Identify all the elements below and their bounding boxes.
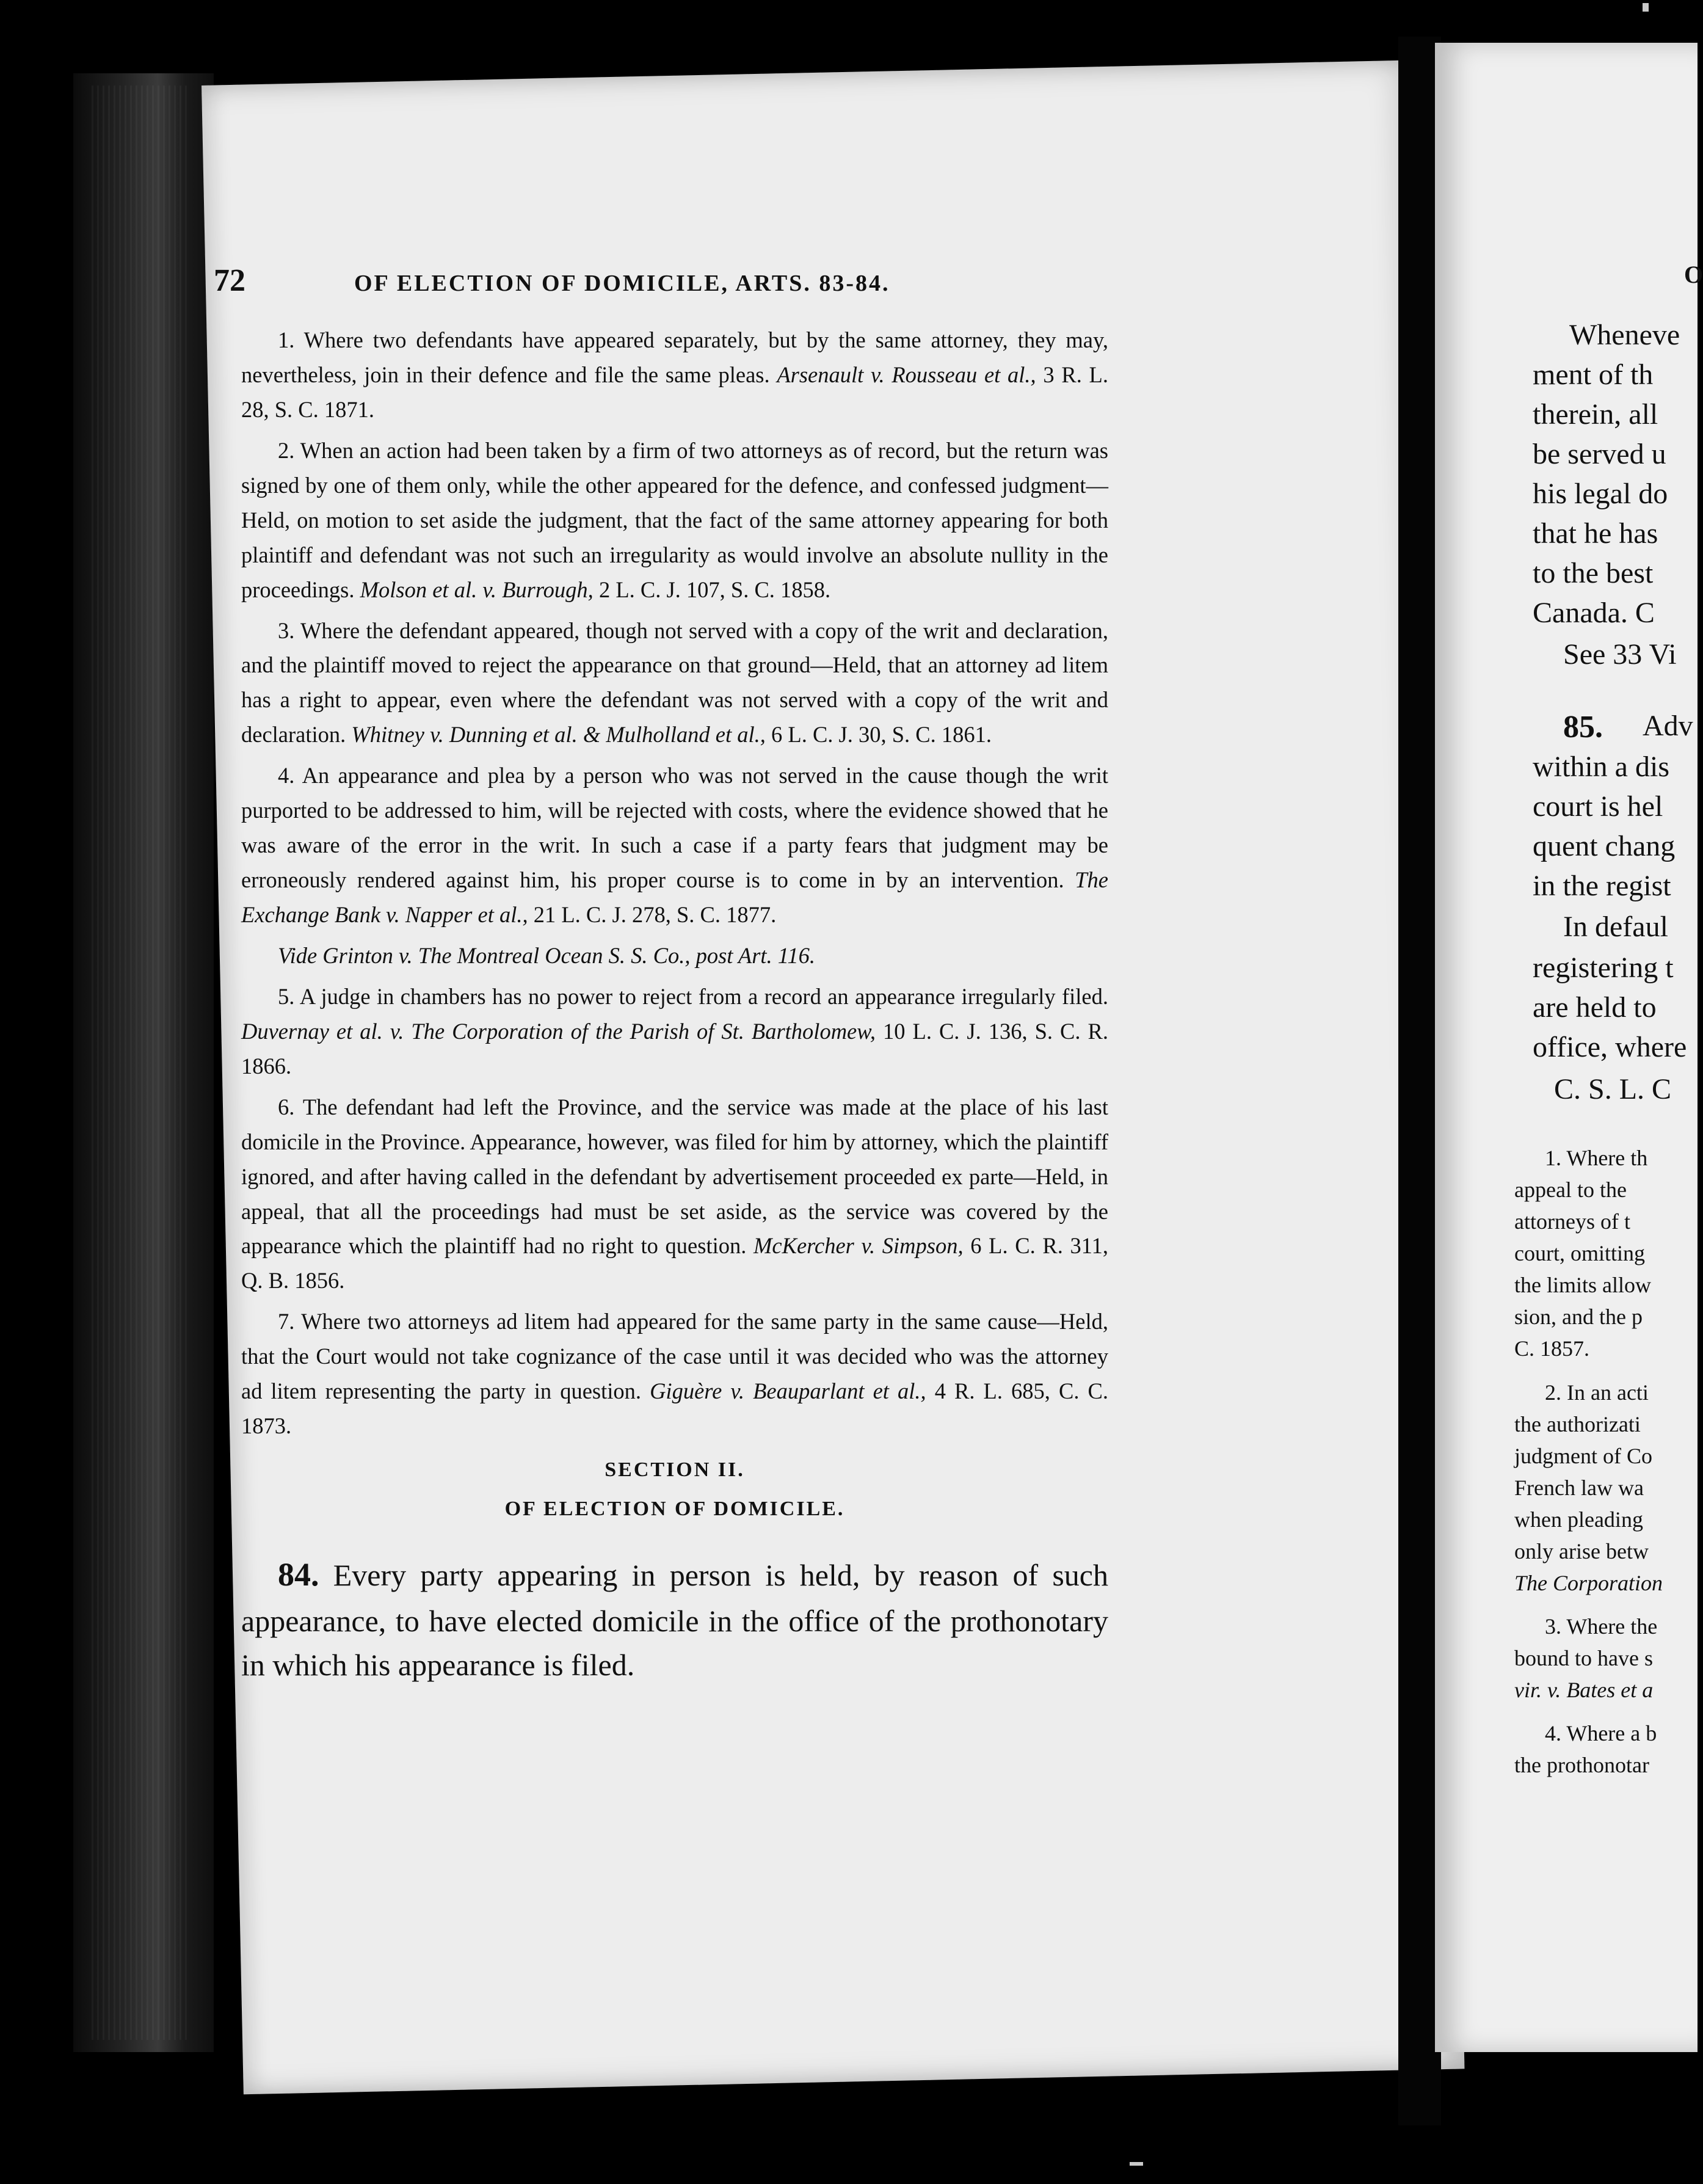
article-number: 84. (278, 1556, 319, 1593)
annotation-citation-case: Whitney v. Dunning et al. & Mulholland et al., (351, 722, 766, 748)
article-text: Every party appearing in person is held, by reason of such appearance, to have elected domicile in the office of the prothonotary in which his appearance is filed. (241, 1558, 1108, 1682)
right-note-line: sion, and the p (1514, 1305, 1643, 1329)
article-85-line-8: are held to (1533, 991, 1657, 1024)
right-running-head: O (1684, 261, 1703, 288)
annotation-citation-report: 3 R. L. 28, S. C. 1871. (241, 362, 1108, 422)
right-note-line: C. 1857. (1514, 1336, 1590, 1361)
right-line-2: ment of th (1533, 359, 1654, 391)
right-line-4: be served u (1533, 438, 1666, 470)
annotation-citation-case: Giguère v. Beauparlant et al., (650, 1378, 926, 1404)
annotation-text: 7. Where two attorneys ad litem had appeared for the same party in the same cause—Held, that the Court would not take cognizance of the case until it was decided who was the attorney ad litem representing the party in question. (241, 1309, 1108, 1404)
right-line-1: Wheneve (1569, 319, 1680, 351)
annotation-citation-report: 2 L. C. J. 107, S. C. 1858. (593, 577, 831, 602)
scan-speck (1130, 2162, 1143, 2166)
right-line-6: that he has (1533, 517, 1658, 550)
left-page-content (214, 174, 1108, 1717)
annotation-citation-case: Duvernay et al. v. The Corporation of the Parish of St. Bartholomew, (241, 1018, 876, 1044)
page-header (214, 263, 1108, 299)
annotation-text: 5. A judge in chambers has no power to reject from a record an appearance irregularly filed. (278, 983, 1108, 1009)
annotation-citation-case: Arsenault v. Rousseau et al., (777, 362, 1036, 387)
right-line-3: therein, all (1533, 398, 1658, 431)
annotation-text: 2. When an action had been taken by a firm of two attorneys as of record, but the return was signed by one of them only, while the other appeared for the defence, and confessed judgment—Held, on motion to set aside the judgment, that the fact of the same attorney appearing for both plaintiff and defendant was not such an irregularity as would involve an absolute nullity in the proceedings. (241, 437, 1108, 602)
running-head: OF ELECTION OF DOMICILE, ARTS. 83-84. (354, 271, 890, 296)
vide-note: Vide Grinton v. The Montreal Ocean S. S. Co., post Art. 116. (278, 942, 815, 968)
right-note-line: appeal to the (1514, 1178, 1627, 1202)
right-note-line: French law wa (1514, 1476, 1644, 1500)
section-heading: SECTION II. (605, 1458, 745, 1482)
annotation-citation-report: 6 L. C. J. 30, S. C. 1861. (765, 722, 992, 748)
annotation-citation-case: The Exchange Bank v. Napper et al., (241, 867, 1108, 927)
article-85-line-4: quent chang (1533, 830, 1676, 862)
section-subheading: OF ELECTION OF DOMICILE. (504, 1498, 845, 1521)
annotation-text: 3. Where the defendant appeared, though not served with a copy of the writ and declaration, and the plaintiff moved to reject the appearance on that ground—Held, that an attorney ad litem has a right to appear, even where the defendant was not served with a copy of the writ and declaration. (241, 617, 1108, 748)
article-85-line-2: within a dis (1533, 751, 1669, 783)
right-note-line: only arise betw (1514, 1539, 1649, 1563)
annotation-citation-report: 21 L. C. J. 278, S. C. 1877. (528, 902, 777, 927)
annotation-citation-report: 10 L. C. J. 136, S. C. R. 1866. (241, 1018, 1108, 1079)
annotation-citation-report: 4 R. L. 685, C. C. 1873. (241, 1378, 1108, 1439)
right-note-line: bound to have s (1514, 1646, 1653, 1670)
right-note-line: the authorizati (1514, 1412, 1641, 1436)
annotation-3 (241, 614, 1108, 753)
right-note-line: 2. In an acti (1545, 1380, 1649, 1405)
right-line-9: See 33 Vi (1563, 638, 1677, 671)
scan-speck (1643, 3, 1649, 12)
annotation-2 (241, 434, 1108, 608)
annotation-6 (241, 1090, 1108, 1299)
right-line-8: Canada. C (1533, 597, 1655, 629)
right-line-5: his legal do (1533, 478, 1668, 510)
right-page-text (1435, 0, 1703, 2184)
annotation-citation-report: 6 L. C. R. 311, Q. B. 1856. (241, 1233, 1108, 1294)
annotation-1 (241, 323, 1108, 428)
right-note-line: attorneys of t (1514, 1209, 1630, 1234)
right-note-line: 1. Where th (1545, 1146, 1648, 1170)
article-85-line-6: In defaul (1563, 911, 1668, 943)
annotation-text: 4. An appearance and plea by a person who was not served in the cause though the writ purported to be addressed to him, will be rejected with costs, where the evidence showed that he was aware of the error in the writ. In such a case if a party fears that judgment may be erroneously rendered against him, his proper course is to come in by an intervention. (241, 763, 1108, 893)
article-85-line-5: in the regist (1533, 870, 1671, 902)
right-note-line: when pleading (1514, 1507, 1643, 1532)
annotation-citation-case: Molson et al. v. Burrough, (360, 577, 594, 602)
right-note-line: the limits allow (1514, 1273, 1651, 1297)
right-note-line: the prothonotar (1514, 1753, 1649, 1777)
right-line-7: to the best (1533, 557, 1654, 589)
annotation-7 (241, 1305, 1108, 1444)
article-84 (241, 1551, 1108, 1687)
right-note-line: 4. Where a b (1545, 1721, 1657, 1745)
right-note-line: vir. v. Bates et a (1514, 1678, 1654, 1702)
right-note-line: The Corporation (1514, 1571, 1663, 1595)
page-stack-edges (92, 86, 189, 2040)
annotation-5 (241, 980, 1108, 1084)
article-85-line-10: C. S. L. C (1554, 1073, 1672, 1105)
annotation-citation-case: McKercher v. Simpson, (753, 1233, 964, 1259)
page-number: 72 (214, 263, 245, 298)
annotation-text: 6. The defendant had left the Province, and the service was made at the place of his last domicile in the Province. Appearance, however, was filed for him by attorney, which the plaintiff ignored, and after having called in the defendant by advertisement proceeded ex parte—Held, in appeal, that all the proceedings had must be set aside, as the service was covered by the appearance which the plaintiff had no right to question. (241, 1094, 1108, 1259)
annotations (241, 323, 1108, 1444)
right-note-line: judgment of Co (1514, 1444, 1652, 1468)
article-85-line-1: Adv (1643, 710, 1693, 742)
right-note-line: 3. Where the (1545, 1614, 1658, 1639)
article-85-number: 85. (1563, 710, 1603, 744)
right-note-line: court, omitting (1514, 1241, 1645, 1265)
article-85-line-3: court is hel (1533, 790, 1663, 823)
annotation-4 (241, 759, 1108, 933)
annotation-text: 1. Where two defendants have appeared separately, but by the same attorney, they may, nevertheless, join in their defence and file the same pleas. (241, 327, 1108, 387)
article-85-line-9: office, where (1533, 1031, 1687, 1063)
article-85-line-7: registering t (1533, 952, 1674, 984)
